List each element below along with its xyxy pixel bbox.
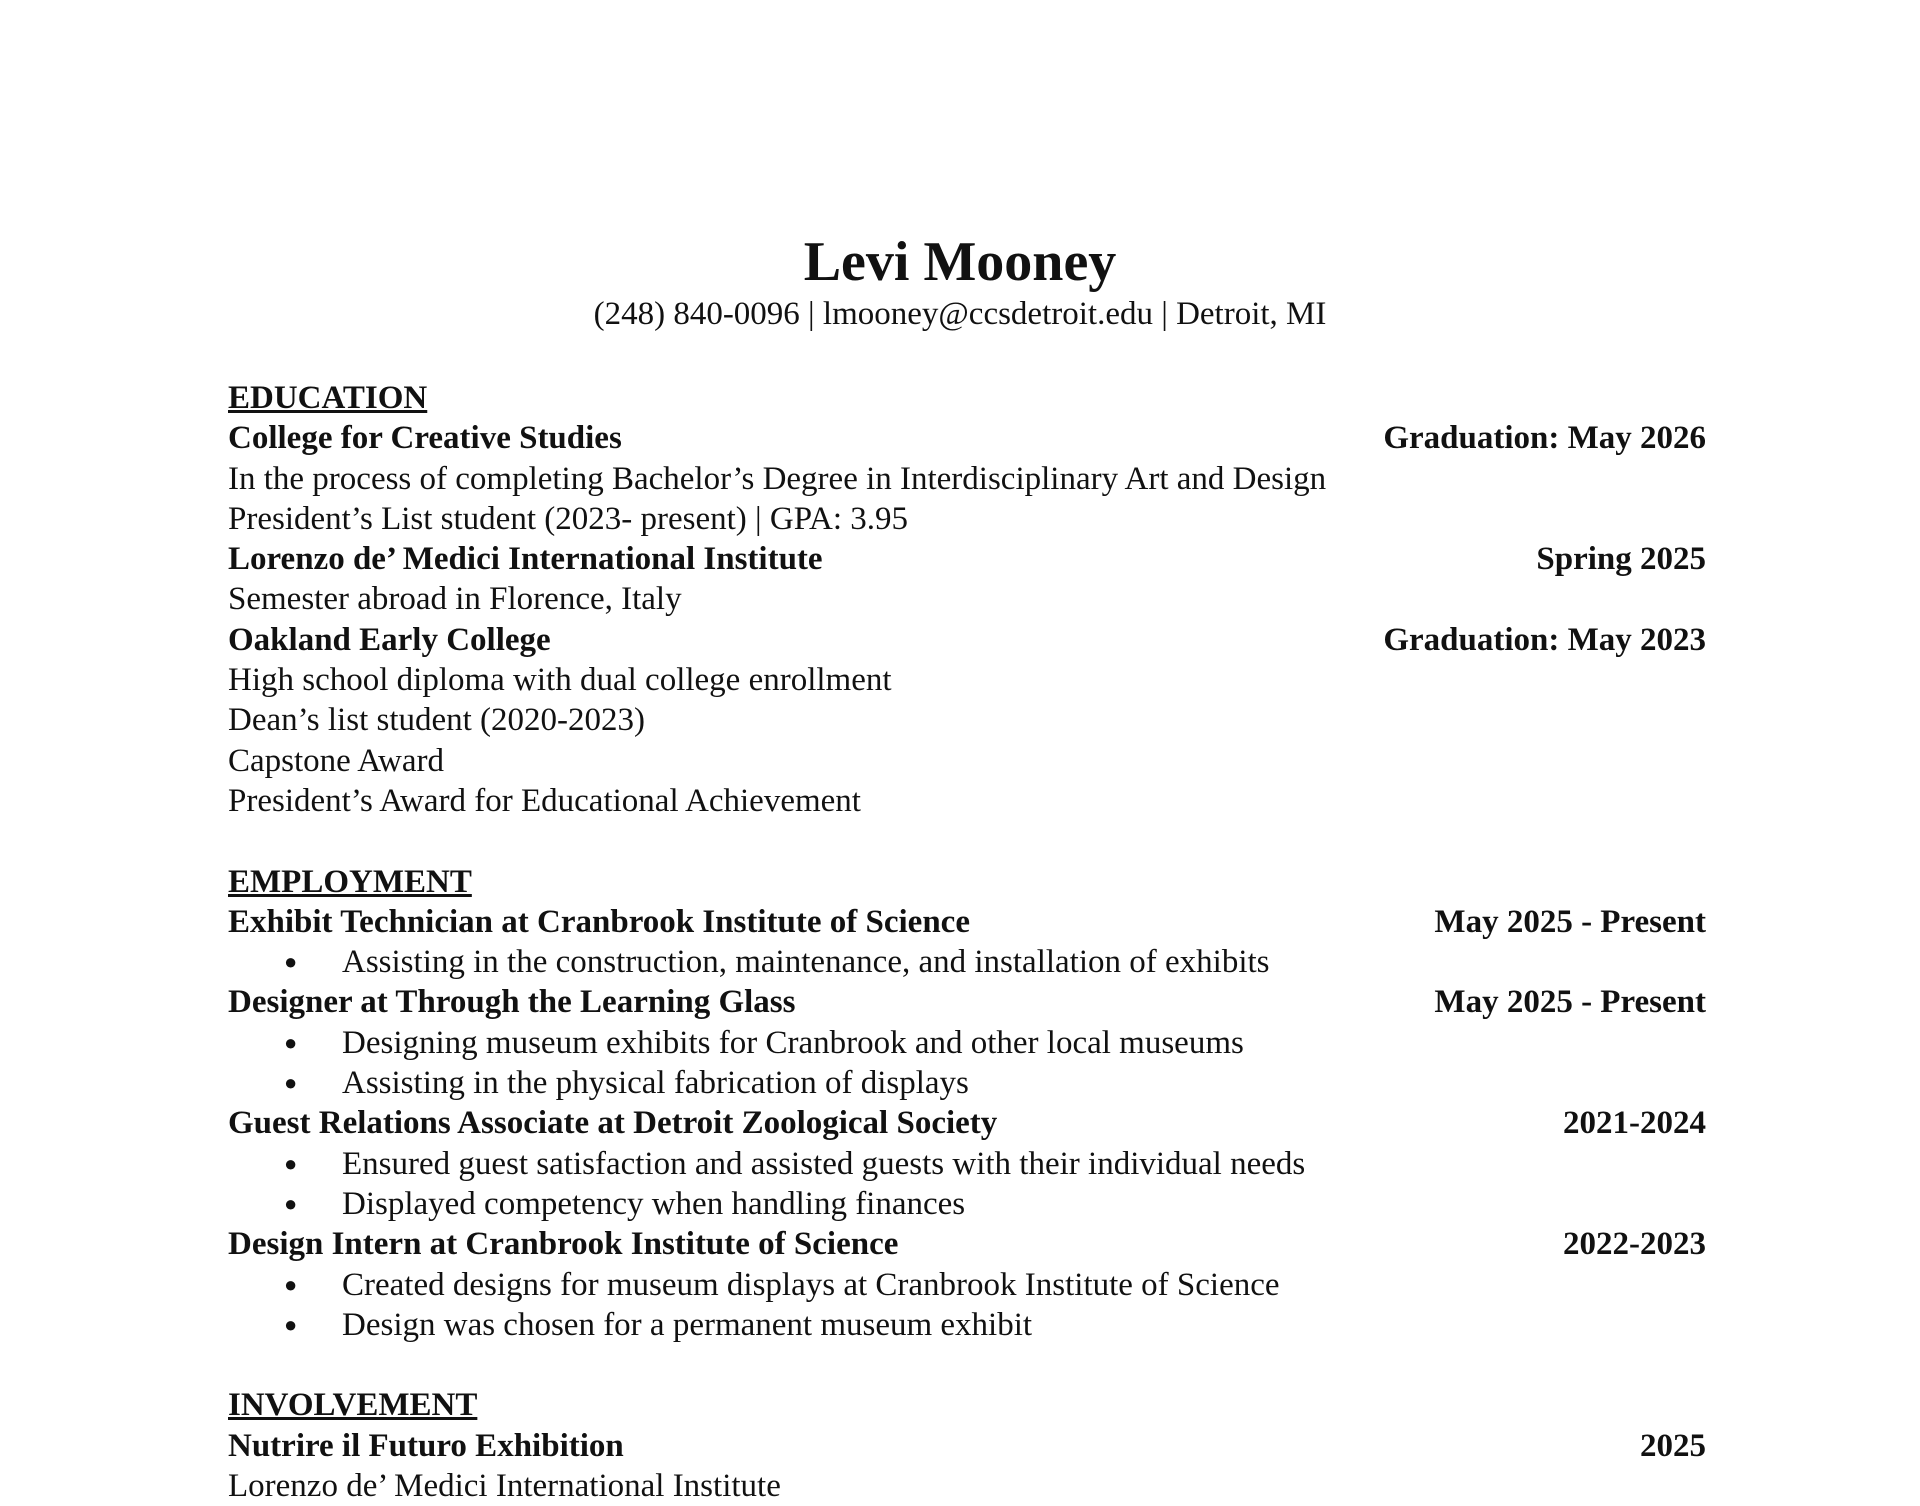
involvement-heading: INVOLVEMENT [228, 1387, 478, 1424]
education-heading: EDUCATION [228, 380, 428, 416]
employment-entry [228, 982, 1706, 1103]
bullet-text: Design was chosen for a permanent museum exhibit [342, 1306, 1033, 1343]
entry-date: 2022-2023 [1563, 1226, 1706, 1263]
bullet-item [228, 1144, 1706, 1184]
bullet-item [228, 1184, 1706, 1224]
school-name: College for Creative Studies [228, 420, 622, 457]
job-title: Designer at Through the Learning Glass [228, 984, 796, 1021]
bullet-item [228, 942, 1706, 982]
job-title: Exhibit Technician at Cranbrook Institute of Science [228, 903, 970, 940]
section-spacer [228, 821, 1706, 861]
entry-date: May 2025 - Present [1434, 903, 1706, 940]
employment-entry [228, 902, 1706, 983]
entry-detail: Dean’s list student (2020-2023) [228, 702, 646, 739]
entry-date: May 2025 - Present [1434, 984, 1706, 1021]
bullet-icon: ● [284, 1311, 298, 1337]
education-entry [228, 539, 1706, 620]
bullet-item [228, 1023, 1706, 1063]
bullet-icon: ● [284, 949, 298, 975]
bullet-text: Assisting in the construction, maintenance, and installation of exhibits [342, 944, 1270, 981]
entry-detail: Capstone Award [228, 742, 445, 779]
entry-detail: High school diploma with dual college enrollment [228, 662, 892, 699]
entry-detail: President’s List student (2023- present) | GPA: 3.95 [228, 500, 909, 537]
entry-detail: Lorenzo de’ Medici International Institute [228, 1468, 781, 1505]
entry-detail: President’s Award for Educational Achievement [228, 782, 861, 819]
contact-info: (248) 840-0096 | lmooney@ccsdetroit.edu | Detroit, MI [593, 296, 1327, 332]
employment-heading: EMPLOYMENT [228, 863, 472, 900]
involvement-entry [228, 1426, 1706, 1506]
bullet-text: Designing museum exhibits for Cranbrook and other local museums [342, 1024, 1244, 1061]
bullet-text: Created designs for museum displays at Cranbrook Institute of Science [342, 1266, 1280, 1303]
education-entry [228, 418, 1706, 539]
job-title: Guest Relations Associate at Detroit Zoological Society [228, 1105, 998, 1142]
employment-entry [228, 1224, 1706, 1345]
bullet-icon: ● [284, 1190, 298, 1216]
resume-content [228, 378, 1706, 1506]
resume-name: Levi Mooney [803, 231, 1117, 293]
bullet-icon: ● [284, 1271, 298, 1297]
school-name: Lorenzo de’ Medici International Institute [228, 541, 823, 578]
bullet-text: Displayed competency when handling finances [342, 1185, 966, 1222]
entry-detail: Semester abroad in Florence, Italy [228, 581, 682, 618]
bullet-text: Ensured guest satisfaction and assisted guests with their individual needs [342, 1145, 1306, 1182]
education-entry [228, 620, 1706, 821]
employment-section [228, 862, 1706, 1346]
bullet-icon: ● [284, 1150, 298, 1176]
bullet-item [228, 1305, 1706, 1345]
bullet-icon: ● [284, 1029, 298, 1055]
bullet-item [228, 1265, 1706, 1305]
involvement-section [228, 1385, 1706, 1506]
job-title: Design Intern at Cranbrook Institute of Science [228, 1226, 899, 1263]
education-section [228, 378, 1706, 821]
entry-date: Graduation: May 2023 [1383, 621, 1706, 658]
involvement-name: Nutrire il Futuro Exhibition [228, 1427, 624, 1464]
entry-date: Spring 2025 [1536, 541, 1706, 578]
bullet-item [228, 1063, 1706, 1103]
school-name: Oakland Early College [228, 621, 551, 658]
entry-date: 2021-2024 [1563, 1105, 1706, 1142]
section-spacer [228, 1345, 1706, 1385]
bullet-icon: ● [284, 1070, 298, 1096]
entry-date: Graduation: May 2026 [1383, 420, 1706, 457]
entry-detail: In the process of completing Bachelor’s Degree in Interdisciplinary Art and Design [228, 460, 1327, 497]
employment-entry [228, 1103, 1706, 1224]
entry-date: 2025 [1640, 1427, 1706, 1464]
bullet-text: Assisting in the physical fabrication of displays [342, 1065, 969, 1102]
